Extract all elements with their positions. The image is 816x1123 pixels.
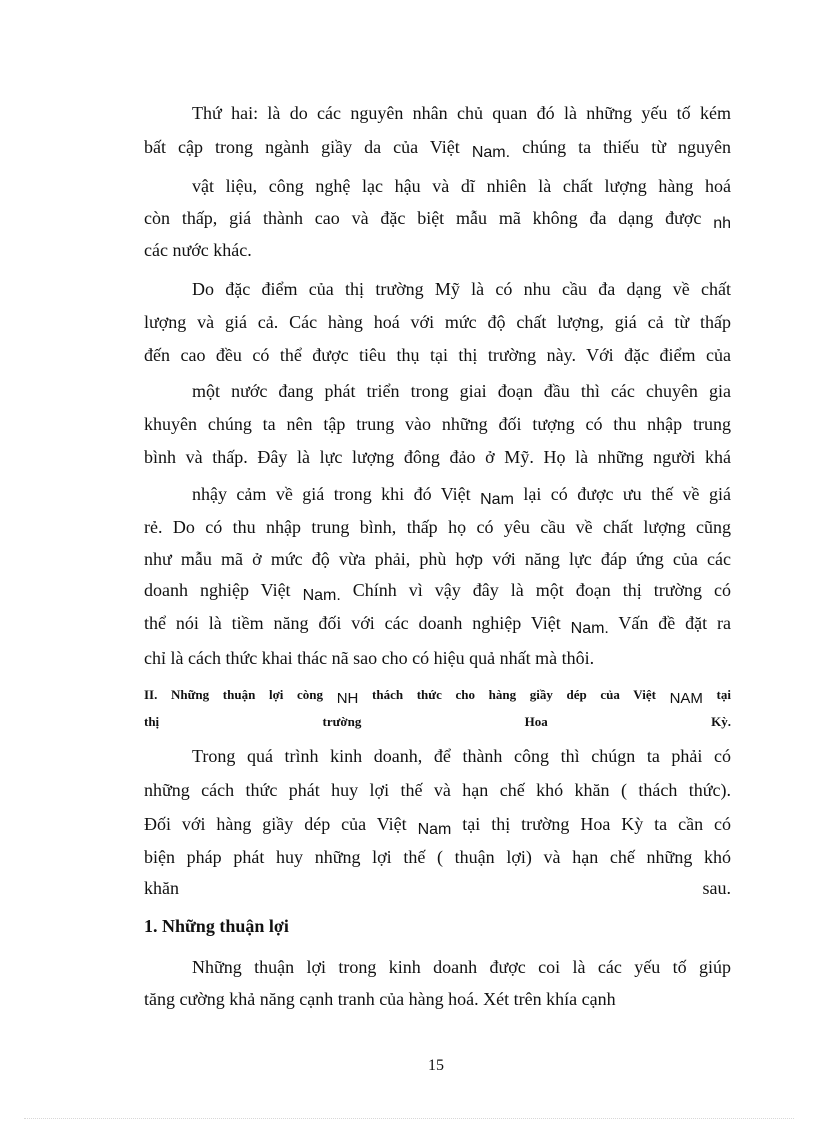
paragraph-line bbox=[144, 612, 731, 636]
text-span: tăng cường khả năng cạnh tranh của hàng hoá. Xét trên khía cạnh bbox=[144, 989, 616, 1009]
country-name: NAM bbox=[669, 690, 703, 707]
text-span: khăn bbox=[144, 878, 179, 898]
paragraph-line bbox=[144, 413, 731, 435]
fragment-text: nh bbox=[713, 215, 731, 232]
paragraph-line bbox=[144, 988, 731, 1010]
paragraph-line bbox=[192, 175, 731, 197]
paragraph-line bbox=[144, 548, 731, 570]
text-span: chỉ là cách thức khai thác nã sao cho có hiệu quả nhất mà thôi. bbox=[144, 648, 595, 668]
text-span: nhậy cảm về giá trong khi đó Việt bbox=[192, 484, 481, 504]
text-span: bình và thấp. Đây là lực lượng đông đảo ở Mỹ. Họ là những người khá bbox=[144, 447, 731, 467]
text-span: Kỳ. bbox=[711, 714, 731, 729]
paragraph-line bbox=[192, 102, 731, 124]
text-span: lại có được ưu thế về giá bbox=[513, 484, 731, 504]
text-span: Đối với hàng giầy dép của Việt bbox=[144, 814, 418, 834]
text-span: thách thức cho hàng giầy dép của Việt bbox=[358, 687, 670, 702]
text-span: thể nói là tiềm năng đối với các doanh nghiệp Việt bbox=[144, 613, 571, 633]
text-span: sau. bbox=[702, 878, 731, 898]
paragraph-line bbox=[144, 516, 731, 538]
text-span: Những thuận lợi trong kinh doanh được coi là các yếu tố giúp bbox=[192, 957, 731, 977]
text-span: lượng và giá cả. Các hàng hoá với mức độ chất lượng, giá cả từ thấp bbox=[144, 312, 731, 332]
text-span: tại thị trường Hoa Kỳ ta cần có bbox=[451, 814, 731, 834]
paragraph-line bbox=[144, 647, 731, 669]
paragraph-line bbox=[192, 483, 731, 507]
section-heading-ii bbox=[144, 686, 731, 707]
text-span: thị bbox=[144, 714, 160, 729]
paragraph-line bbox=[144, 344, 731, 366]
paragraph-line bbox=[144, 846, 731, 868]
text-span: Vấn đề đặt ra bbox=[608, 613, 731, 633]
section-heading-ii-line2 bbox=[144, 713, 731, 731]
paragraph-line bbox=[144, 779, 731, 801]
paragraph-line bbox=[144, 136, 731, 160]
text-span: rẻ. Do có thu nhập trung bình, thấp họ có yêu cầu về chất lượng cũng bbox=[144, 517, 731, 537]
paragraph-line bbox=[144, 207, 731, 231]
country-name: Nam. bbox=[302, 587, 341, 604]
text-span: Trong quá trình kinh doanh, để thành công thì chúgn ta phải có bbox=[192, 746, 731, 766]
text-span: khuyên chúng ta nên tập trung vào những đối tượng có thu nhập trung bbox=[144, 414, 731, 434]
text-span: bất cập trong ngành giầy da của Việt bbox=[144, 137, 472, 157]
country-name: Nam bbox=[417, 821, 452, 838]
text-span: II. Những thuận lợi còng bbox=[144, 687, 337, 702]
paragraph-line bbox=[192, 745, 731, 767]
paragraph-line bbox=[144, 311, 731, 333]
paragraph-line bbox=[192, 278, 731, 300]
fragment-text: NH bbox=[336, 690, 359, 707]
text-span: còn thấp, giá thành cao và đặc biệt mẫu mã không đa dạng được bbox=[144, 208, 714, 228]
country-name: Nam bbox=[480, 491, 514, 508]
text-span: doanh nghiệp Việt bbox=[144, 580, 303, 600]
page-bottom-divider bbox=[24, 1118, 794, 1119]
text-span: đến cao đều có thể được tiêu thụ tại thị trường này. Với đặc điểm của bbox=[144, 345, 731, 365]
page-number: 15 bbox=[428, 1057, 444, 1074]
paragraph-line bbox=[192, 380, 731, 402]
paragraph-line bbox=[144, 239, 731, 261]
section-heading-1: 1. Những thuận lợi bbox=[144, 916, 289, 936]
text-span: tại bbox=[702, 687, 731, 702]
country-name: Nam. bbox=[570, 620, 609, 637]
text-span: biện pháp phát huy những lợi thế ( thuận lợi) và hạn chế những khó bbox=[144, 847, 731, 867]
country-name: Nam. bbox=[471, 144, 511, 161]
text-span: vật liệu, công nghệ lạc hậu và dĩ nhiên là chất lượng hàng hoá bbox=[192, 176, 731, 196]
text-span: một nước đang phát triển trong giai đoạn đầu thì các chuyên gia bbox=[192, 381, 731, 401]
text-span: trường bbox=[322, 714, 362, 729]
text-span: Hoa bbox=[524, 714, 548, 729]
paragraph-line bbox=[144, 446, 731, 468]
text-span: Chính vì vậy đây là một đoạn thị trường có bbox=[340, 580, 731, 600]
text-span: những cách thức phát huy lợi thế và hạn chế khó khăn ( thách thức). bbox=[144, 780, 731, 800]
paragraph-line bbox=[144, 579, 731, 603]
text-span: chúng ta thiếu từ nguyên bbox=[510, 137, 732, 157]
paragraph-line bbox=[192, 956, 731, 978]
text-span: các nước khác. bbox=[144, 240, 252, 260]
paragraph-line bbox=[144, 813, 731, 837]
text-span: Do đặc điểm của thị trường Mỹ là có nhu cầu đa dạng về chất bbox=[192, 279, 731, 299]
text-span: như mẫu mã ở mức độ vừa phải, phù hợp với năng lực đáp ứng của các bbox=[144, 549, 731, 569]
paragraph-line bbox=[144, 877, 731, 899]
text-span: Thứ hai: là do các nguyên nhân chủ quan đó là những yếu tố kém bbox=[192, 103, 731, 123]
